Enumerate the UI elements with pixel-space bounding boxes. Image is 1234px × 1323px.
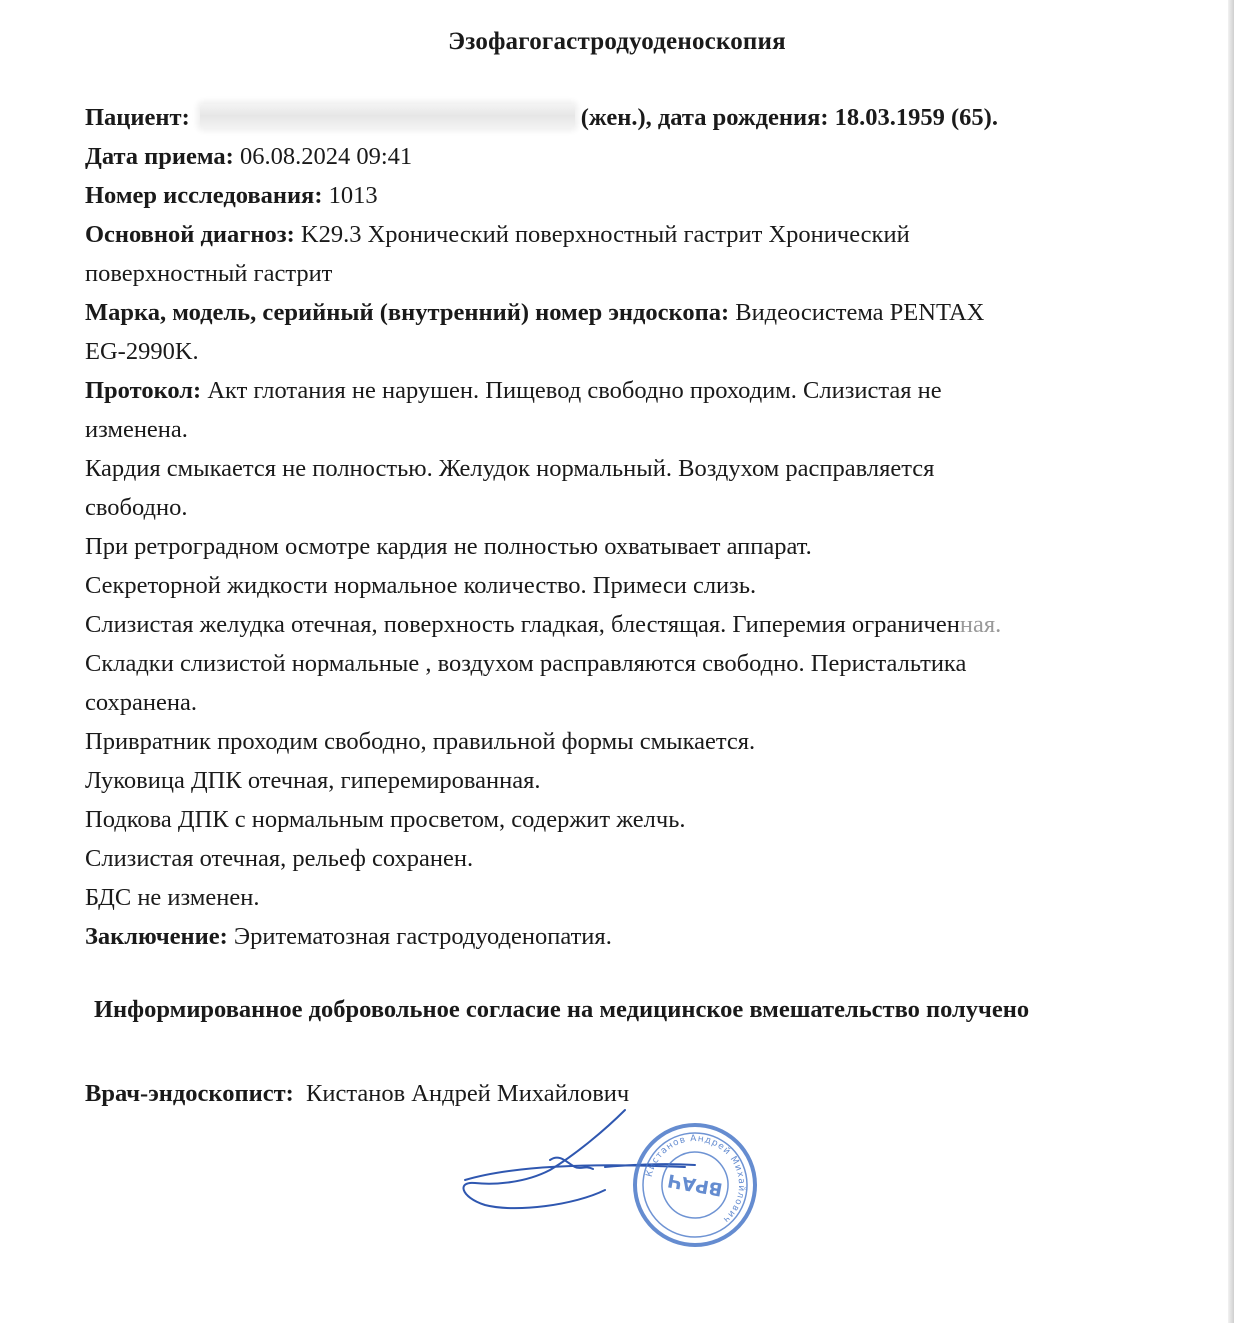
protocol-text-line: свободно. [85,494,188,521]
diagnosis-line [85,215,1165,254]
signature-and-stamp [455,1105,795,1275]
patient-details: (жен.), дата рождения: 18.03.1959 (65). [580,104,998,131]
protocol-text-line: Секреторной жидкости нормальное количество. Примеси слизь. [85,572,757,599]
protocol-label: Протокол: [85,377,202,404]
conclusion-label: Заключение: [85,923,228,950]
patient-label: Пациент: [85,104,190,131]
endoscope-label: Марка, модель, серийный (внутренний) номер эндоскопа: [85,299,730,326]
doctor-stamp-icon [625,1115,764,1254]
conclusion-value: Эритематозная гастродуоденопатия. [233,923,612,950]
protocol-text-line: При ретроградном осмотре кардия не полностью охватывает аппарат. [85,533,812,560]
diagnosis-continuation: поверхностный гастрит [85,260,333,287]
document-title: Эзофагогастродуоденоскопия [448,28,786,55]
protocol-text-line: сохранена. [85,689,197,716]
protocol-text: Акт глотания не нарушен. Пищевод свободно проходим. Слизистая не [207,377,942,404]
visit-date-value: 06.08.2024 09:41 [239,143,413,170]
stamp-center-text: ВРАЧ [665,1169,725,1200]
study-number-line [85,176,1165,215]
protocol-text-line: Слизистая отечная, рельеф сохранен. [85,845,474,872]
protocol-text-line: изменена. [85,416,188,443]
protocol-text-line: БДС не изменен. [85,884,260,911]
doctor-label: Врач-эндоскопист: [85,1080,294,1107]
study-number-label: Номер исследования: [85,182,323,209]
protocol-text-line: Складки слизистой нормальные , воздухом расправляются свободно. Перистальтика [85,650,967,677]
hyperemia-text: Слизистая желудка отечная, поверхность гладкая, блестящая. Гиперемия ограничен [85,611,960,638]
diagnosis-label: Основной диагноз: [85,221,295,248]
visit-date-line [85,137,1165,176]
protocol-line [85,371,1165,410]
consent-statement: Информированное добровольное согласие на медицинское вмешательство получено [94,996,1030,1023]
doctor-line [85,1080,629,1108]
document-body [85,92,1165,956]
patient-line [85,98,1165,137]
endoscope-value: Видеосистема PENTAX [735,299,985,326]
protocol-text-line: Подкова ДПК с нормальным просветом, содержит желчь. [85,806,686,833]
diagnosis-value: K29.3 Хронический поверхностный гастрит Хронический [300,221,910,248]
stamp-ring-text: Кистанов Андрей Михайлович [644,1133,747,1225]
redacted-patient-name [200,104,575,128]
page-edge-shadow [1228,0,1234,1323]
doctor-name: Кистанов Андрей Михайлович [306,1080,630,1107]
endoscope-line [85,293,1165,332]
protocol-text-line: Кардия смыкается не полностью. Желудок нормальный. Воздухом расправляется [85,455,935,482]
hyperemia-faded-text: ная. [959,611,1002,638]
endoscope-continuation: EG-2990K. [85,338,199,365]
hyperemia-line [85,605,1165,644]
protocol-text-line: Привратник проходим свободно, правильной формы смыкается. [85,728,756,755]
conclusion-line [85,917,1165,956]
protocol-text-line: Луковица ДПК отечная, гиперемированная. [85,767,541,794]
study-number-value: 1013 [328,182,378,209]
visit-date-label: Дата приема: [85,143,234,170]
